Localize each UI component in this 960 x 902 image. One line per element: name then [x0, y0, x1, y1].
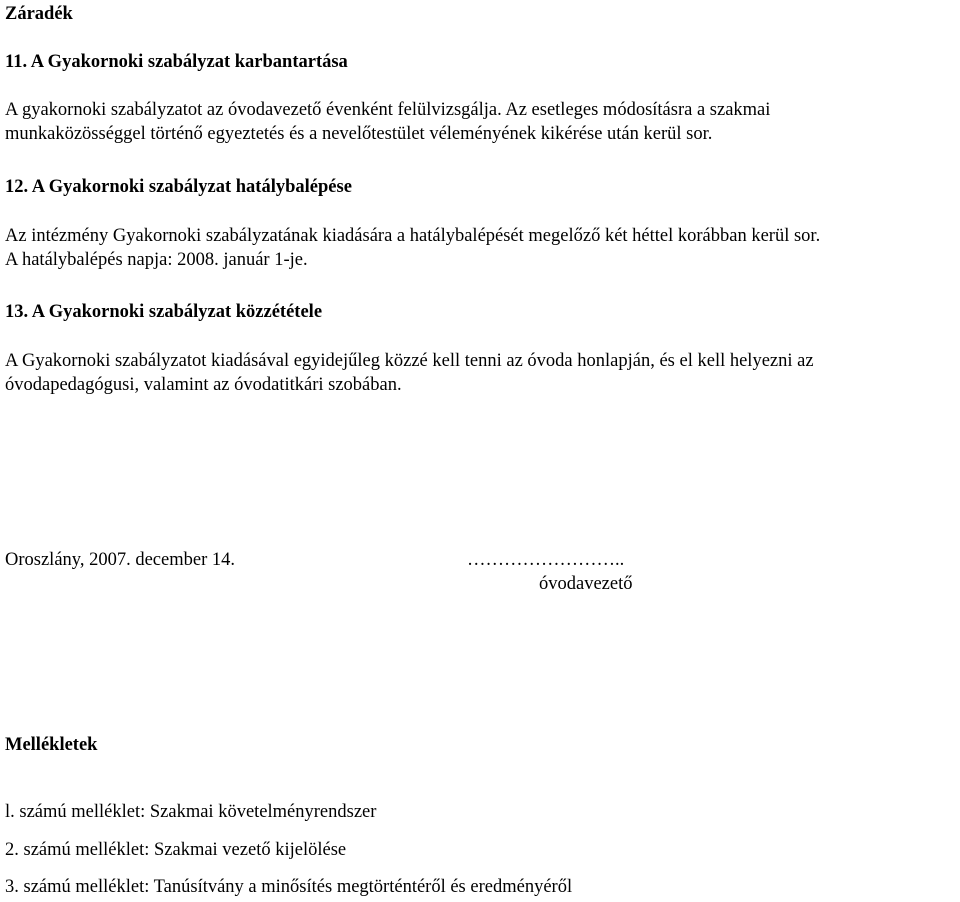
signature-block: [467, 548, 707, 596]
attachments-heading: Mellékletek: [5, 735, 98, 755]
signature-line: ……………………..: [467, 550, 625, 570]
section-13-line-1: A Gyakornoki szabályzatot kiadásával egyidejűleg közzé kell tenni az óvoda honlapján, és el kell helyezni az: [5, 351, 814, 371]
attachment-item-1: l. számú melléklet: Szakmai követelményrendszer: [5, 802, 377, 822]
section-12-line-2: A hatálybalépés napja: 2008. január 1-je.: [5, 250, 308, 270]
section-12-heading: 12. A Gyakornoki szabályzat hatálybalépése: [5, 177, 352, 197]
place-and-date: Oroszlány, 2007. december 14.: [5, 550, 235, 570]
section-11-text: [5, 98, 955, 146]
signature-role: óvodavezető: [539, 574, 633, 594]
attachment-item-2: 2. számú melléklet: Szakmai vezető kijelölése: [5, 840, 347, 860]
section-13-heading: 13. A Gyakornoki szabályzat közzététele: [5, 302, 323, 322]
section-13-text: [5, 349, 955, 397]
section-11-heading: 11. A Gyakornoki szabályzat karbantartása: [5, 52, 348, 72]
section-11-line-1: A gyakornoki szabályzatot az óvodavezető évenként felülvizsgálja. Az esetleges módosításra a szakmai: [5, 100, 771, 120]
document-title: Záradék: [5, 4, 73, 24]
attachment-item-3: 3. számú melléklet: Tanúsítvány a minősítés megtörténtéről és eredményéről: [5, 877, 573, 897]
section-12-line-1: Az intézmény Gyakornoki szabályzatának kiadására a hatálybalépését megelőző két héttel korábban kerül sor.: [5, 226, 821, 246]
section-11-line-2: munkaközösséggel történő egyeztetés és a nevelőtestület véleményének kikérése után kerül sor.: [5, 124, 713, 144]
section-12-text: [5, 224, 955, 272]
section-13-line-2: óvodapedagógusi, valamint az óvodatitkári szobában.: [5, 375, 402, 395]
